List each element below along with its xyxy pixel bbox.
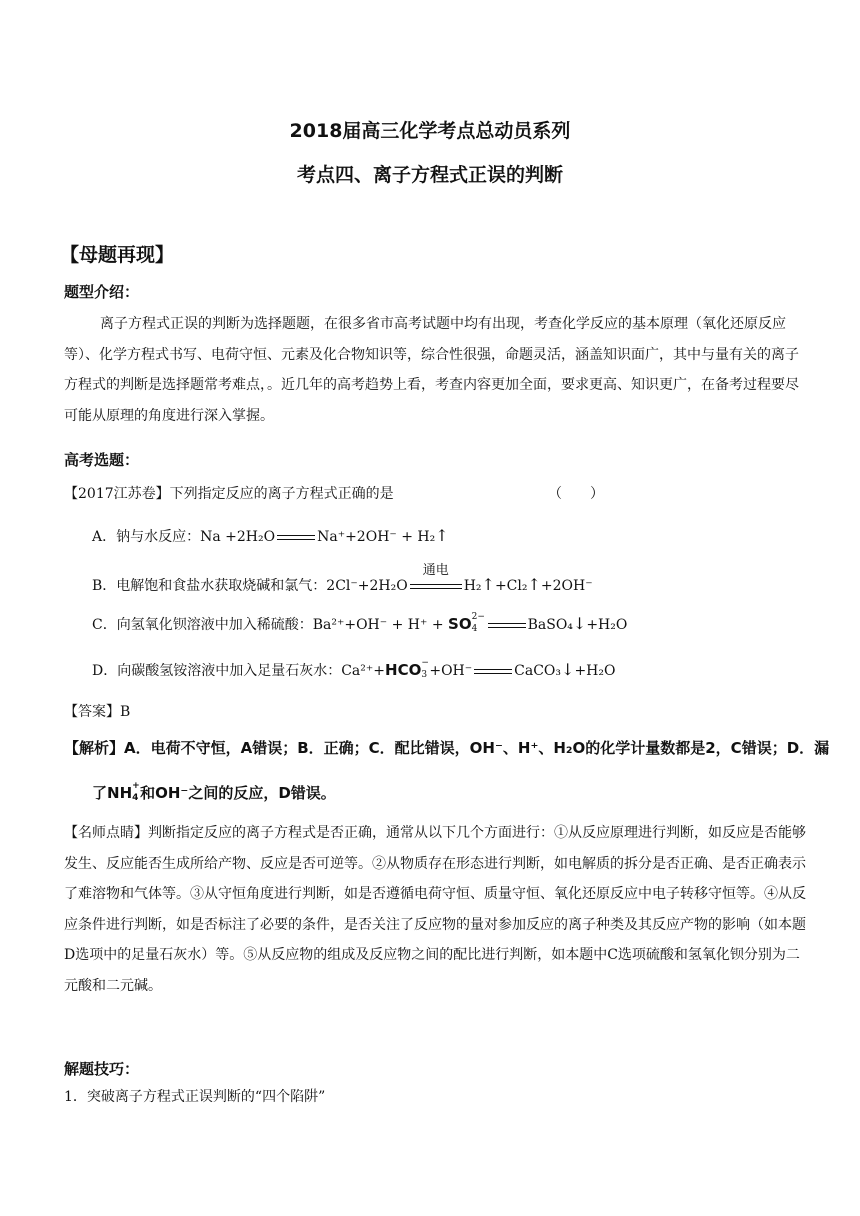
equals-bar (474, 669, 512, 674)
condition-label: 通电 (422, 563, 449, 578)
skills-heading: 解题技巧： (64, 1060, 140, 1078)
equals-bar (410, 584, 462, 589)
intro-paragraph: 离子方程式正误的判断为选择题题，在很多省市高考试题中均有出现，考查化学反应的基本原理（氧化还原反应等）、化学方程式书写、电荷守恒、元素及化合物知识等，综合性很强，命题灵活，涵盖知识面广，其中与量有关的离子方程式的判断是选择题常考难点，。近几年的高考趋势上看，考查内容更加全面，要求更高、知识更广，在备考过程要尽可能从原理的角度进行深入掌握。 (64, 316, 799, 424)
analysis-line-1: 【解析】A．电荷不守恒，A错误；B．正确；C．配比错误，OH⁻、H⁺、H₂O的化学计量数都是2，C错误；D．漏 (64, 739, 830, 757)
page-title: 2018届高三化学考点总动员系列 (289, 120, 571, 142)
answer-line: 【答案】B (64, 704, 131, 720)
gas-arrow-icon: ↑ (435, 526, 449, 545)
option-c: C．向氢氧化钡溶液中加入稀硫酸：Ba²⁺+OH⁻ + H⁺ + SO 2− 4 BaSO₄↓+H₂O (92, 612, 628, 634)
page-subtitle: 考点四、离子方程式正误的判断 (296, 164, 563, 186)
teacher-tip: 【名师点睛】判断指定反应的离子方程式是否正确，通常从以下几个方面进行：①从反应原理进行判断，如反应是否能够发生、反应能否生成所给产物、反应是否可逆等。②从物质存在形态进行判断，如电解质的拆分是否正确、是否正确表示了难溶物和气体等。③从守恒角度进行判断，如是否遵循电荷守恒、质量守恒、氧化还原反应中电子转移守恒等。④从反应条件进行判断，如是否标注了必要的条件，是否关注了反应物的量对参加反应的离子种类及其反应产物的影响（如本题D选项中的足量石灰水）等。⑤从反应物的组成及反应物之间的配比进行判断，如本题中C选项硫酸和氢氧化钡分别为二元酸和二元碱。 (64, 825, 806, 994)
skills-item-1: 1．突破离子方程式正误判断的“四个陷阱” (64, 1089, 326, 1105)
intro-heading: 题型介绍： (64, 283, 140, 301)
option-a: A．钠与水反应：Na +2H₂O Na⁺+2OH⁻ + H₂↑ (92, 526, 449, 545)
exam-heading: 高考选题： (64, 451, 140, 469)
precipitate-arrow-icon: ↓ (572, 614, 587, 633)
option-b: B．电解饱和食盐水获取烧碱和氯气：2Cl⁻+2H₂O 通电 H₂↑+Cl₂↑+2OH⁻ (92, 575, 593, 595)
question-stem: 【2017江苏卷】下列指定反应的离子方程式正确的是 (64, 486, 394, 502)
equals-bar (488, 623, 526, 628)
gas-arrow-icon: ↑ (481, 575, 495, 594)
section-heading-mother: 【母题再现】 (60, 244, 175, 266)
gas-arrow-icon: ↑ (527, 575, 541, 594)
analysis-line-2: 了NH + 4 和OH⁻之间的反应，D错误。 (92, 780, 336, 803)
precipitate-arrow-icon: ↓ (561, 660, 575, 679)
answer-bracket: （ ） (548, 486, 604, 502)
equals-bar (277, 535, 315, 540)
option-d: D．向碳酸氢铵溶液中加入足量石灰水：Ca²⁺+HCO − 3 +OH⁻ CaCO₃↓+H₂O (92, 658, 616, 680)
